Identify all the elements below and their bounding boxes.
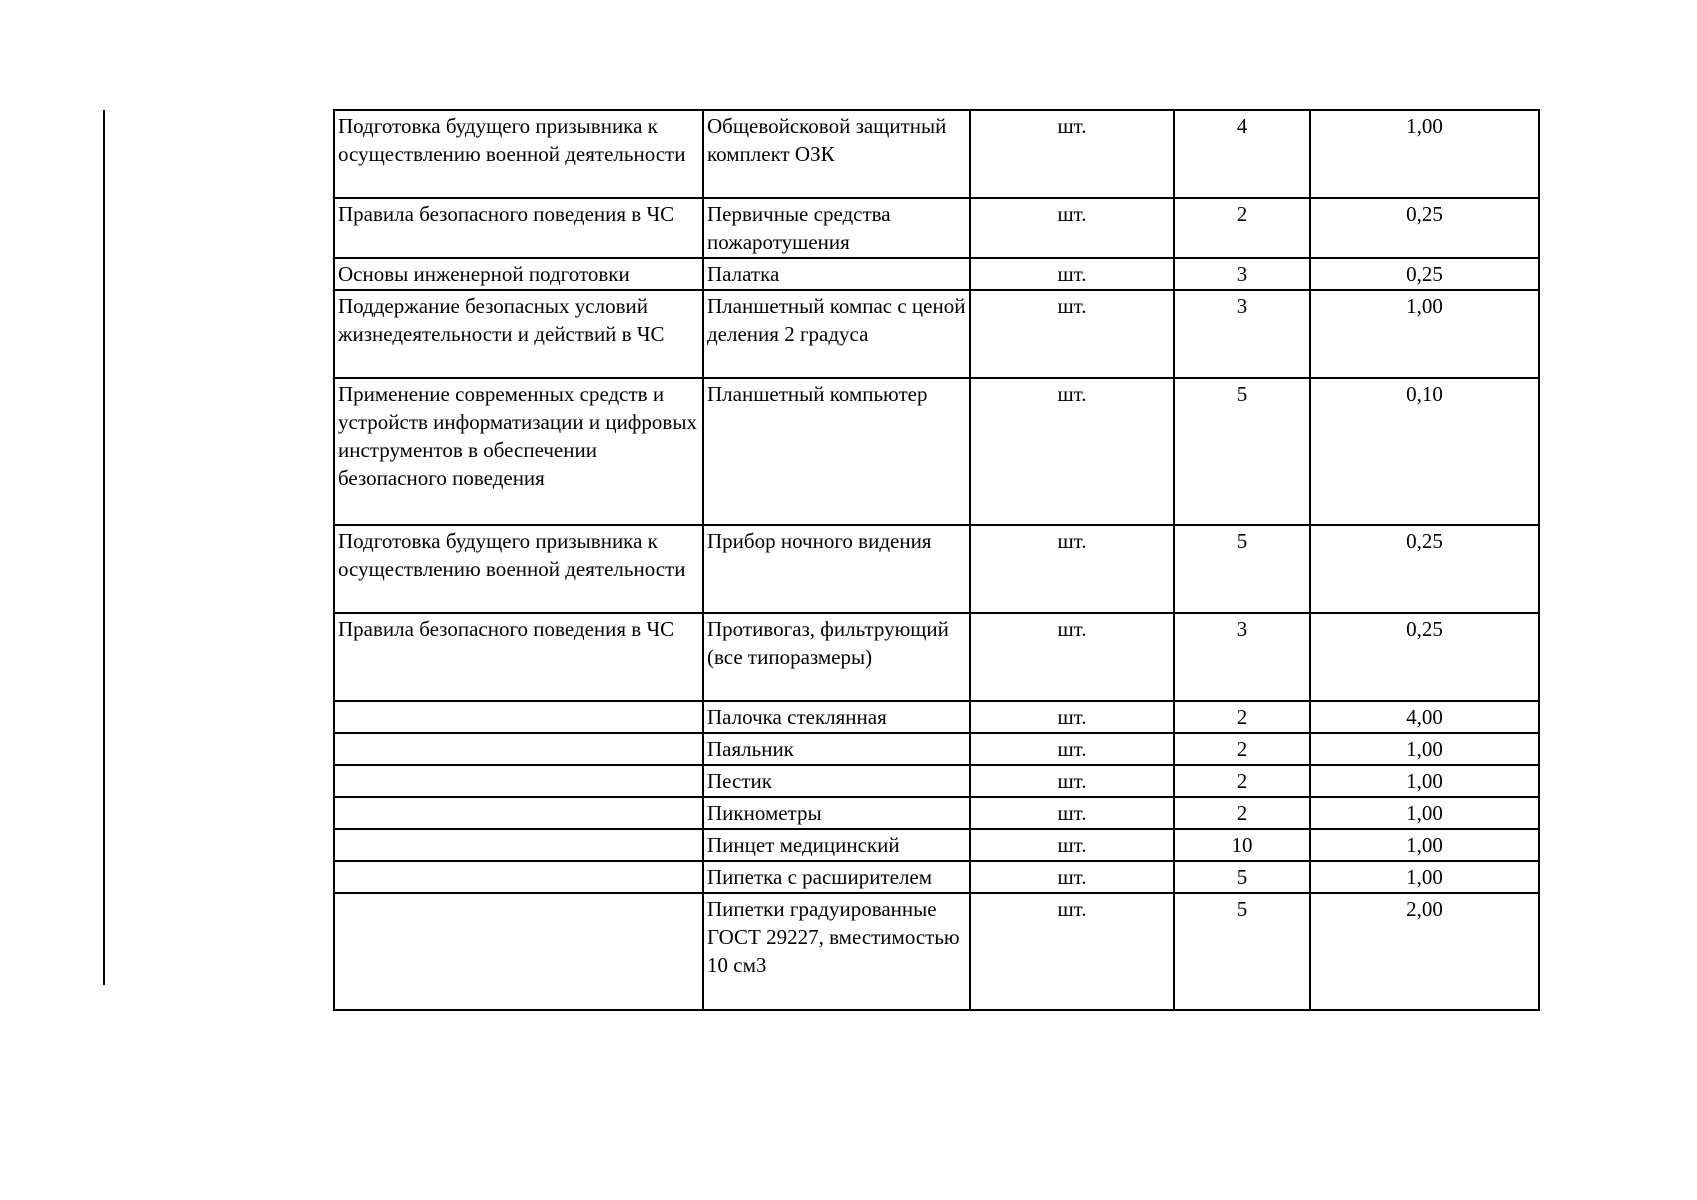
table-row <box>334 733 1539 765</box>
topic-cell: Правила безопасного поведения в ЧС <box>334 613 703 701</box>
table-row <box>334 765 1539 797</box>
topic-cell: Правила безопасного поведения в ЧС <box>334 198 703 258</box>
item-cell: Противогаз, фильтрующий (все типоразмеры) <box>703 613 970 701</box>
table-row <box>334 110 1539 198</box>
table-row <box>334 797 1539 829</box>
quantity-cell: 5 <box>1174 525 1310 613</box>
ratio-cell: 1,00 <box>1310 797 1539 829</box>
ratio-cell: 0,25 <box>1310 613 1539 701</box>
quantity-cell: 5 <box>1174 893 1310 1010</box>
topic-cell: Основы инженерной подготовки <box>334 258 703 290</box>
item-cell: Паяльник <box>703 733 970 765</box>
quantity-cell: 2 <box>1174 765 1310 797</box>
item-cell: Пинцет медицинский <box>703 829 970 861</box>
table-row <box>334 290 1539 378</box>
unit-cell: шт. <box>970 893 1174 1010</box>
unit-cell: шт. <box>970 701 1174 733</box>
table-row <box>334 893 1539 1010</box>
item-cell: Пикнометры <box>703 797 970 829</box>
ratio-cell: 4,00 <box>1310 701 1539 733</box>
table-row <box>334 258 1539 290</box>
ratio-cell: 0,25 <box>1310 198 1539 258</box>
ratio-cell: 1,00 <box>1310 733 1539 765</box>
unit-cell: шт. <box>970 765 1174 797</box>
unit-cell: шт. <box>970 198 1174 258</box>
ratio-cell: 0,25 <box>1310 258 1539 290</box>
ratio-cell: 1,00 <box>1310 829 1539 861</box>
item-cell: Палатка <box>703 258 970 290</box>
quantity-cell: 2 <box>1174 733 1310 765</box>
ratio-cell: 1,00 <box>1310 765 1539 797</box>
topic-cell: Применение современных средств и устройств информатизации и цифровых инструментов в обеспечении безопасного поведения <box>334 378 703 525</box>
topic-cell <box>334 797 703 829</box>
table-row <box>334 701 1539 733</box>
topic-cell <box>334 861 703 893</box>
quantity-cell: 2 <box>1174 198 1310 258</box>
topic-cell: Поддержание безопасных условий жизнедеятельности и действий в ЧС <box>334 290 703 378</box>
unit-cell: шт. <box>970 797 1174 829</box>
unit-cell: шт. <box>970 861 1174 893</box>
unit-cell: шт. <box>970 378 1174 525</box>
topic-cell <box>334 733 703 765</box>
quantity-cell: 5 <box>1174 861 1310 893</box>
ratio-cell: 1,00 <box>1310 290 1539 378</box>
topic-cell <box>334 893 703 1010</box>
ratio-cell: 0,10 <box>1310 378 1539 525</box>
item-cell: Планшетный компьютер <box>703 378 970 525</box>
item-cell: Пестик <box>703 765 970 797</box>
item-cell: Первичные средства пожаротушения <box>703 198 970 258</box>
quantity-cell: 2 <box>1174 797 1310 829</box>
quantity-cell: 3 <box>1174 258 1310 290</box>
unit-cell: шт. <box>970 525 1174 613</box>
ratio-cell: 1,00 <box>1310 110 1539 198</box>
item-cell: Пипетка с расширителем <box>703 861 970 893</box>
ratio-cell: 2,00 <box>1310 893 1539 1010</box>
topic-cell <box>334 701 703 733</box>
unit-cell: шт. <box>970 110 1174 198</box>
item-cell: Прибор ночного видения <box>703 525 970 613</box>
quantity-cell: 3 <box>1174 290 1310 378</box>
topic-cell <box>334 765 703 797</box>
topic-cell: Подготовка будущего призывника к осуществлению военной деятельности <box>334 110 703 198</box>
table-row <box>334 861 1539 893</box>
table-row <box>334 829 1539 861</box>
quantity-cell: 4 <box>1174 110 1310 198</box>
table-row <box>334 198 1539 258</box>
item-cell: Общевойсковой защитный комплект ОЗК <box>703 110 970 198</box>
quantity-cell: 10 <box>1174 829 1310 861</box>
unit-cell: шт. <box>970 258 1174 290</box>
topic-cell <box>334 829 703 861</box>
item-cell: Палочка стеклянная <box>703 701 970 733</box>
ratio-cell: 1,00 <box>1310 861 1539 893</box>
ratio-cell: 0,25 <box>1310 525 1539 613</box>
unit-cell: шт. <box>970 613 1174 701</box>
topic-cell: Подготовка будущего призывника к осуществлению военной деятельности <box>334 525 703 613</box>
quantity-cell: 3 <box>1174 613 1310 701</box>
unit-cell: шт. <box>970 829 1174 861</box>
unit-cell: шт. <box>970 733 1174 765</box>
table-row <box>334 378 1539 525</box>
quantity-cell: 2 <box>1174 701 1310 733</box>
table-row <box>334 613 1539 701</box>
page-margin-line <box>103 110 105 985</box>
item-cell: Планшетный компас с ценой деления 2 градуса <box>703 290 970 378</box>
quantity-cell: 5 <box>1174 378 1310 525</box>
equipment-table <box>333 109 1540 1011</box>
table-row <box>334 525 1539 613</box>
unit-cell: шт. <box>970 290 1174 378</box>
item-cell: Пипетки градуированные ГОСТ 29227, вместимостью 10 см3 <box>703 893 970 1010</box>
